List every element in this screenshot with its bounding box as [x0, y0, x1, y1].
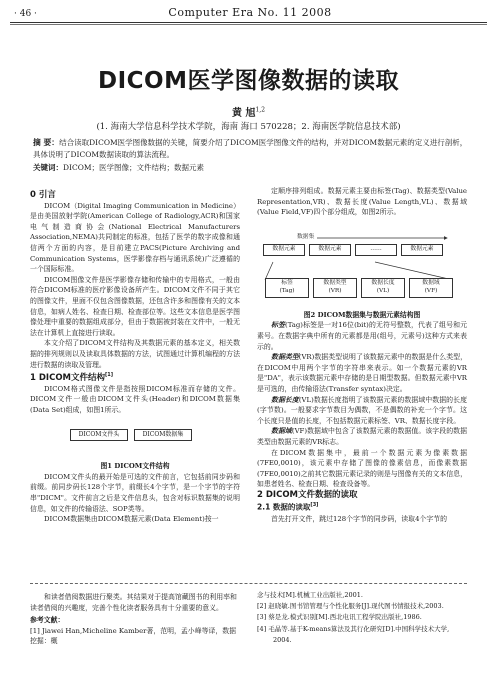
page-number: · 46 · — [14, 9, 37, 19]
paragraph: 数据域(VF)数据域中包含了该数据元素的数据值。该字段的数据类型由数据元素的VR标志。 — [257, 427, 467, 446]
header-rule — [10, 22, 487, 23]
fig2-element-2: 数据元素 — [309, 244, 351, 256]
prev-article-text: 和读者借阅数据进行聚类。其结果对于提高馆藏图书的利用率和读者借阅的兴趣度，完善个性化读者服务具有十分重要的意义。 参考文献： [1] Jiawei Han,Micheline Kamber著，范明，孟小峰等译，数据挖掘：概 — [30, 592, 240, 647]
reference-item: [1] Jiawei Han,Micheline Kamber著，范明，孟小峰等译，数据挖掘：概 — [30, 626, 237, 646]
paragraph: DICOM格式图像文件是指按照DICOM标准而存储的文件。DICOM文件一般由DICOM文件头(Header)和DICOM数据集(Data Set)组成，如图1所示。 — [30, 384, 240, 414]
fig2-dataset-label: 数据集 — [297, 233, 315, 240]
keywords-text: DICOM；医学图像；文件结构；数据元素 — [63, 163, 205, 172]
figure-1 — [30, 421, 240, 457]
abstract-text: 结合读取DICOM医学图像数据的关键，简要介绍了DICOM医学图像文件的结构，并对DICOM数据元素的定义进行剖析，具体说明了DICOM数据读取的算法流程。 — [33, 138, 468, 159]
article-title: DICOM医学图像数据的读取 — [98, 68, 399, 94]
section-0-heading: 0 引言 — [30, 190, 56, 200]
fig2-tag-box: 标签 (Tag) — [265, 278, 309, 298]
reference-item: [3] 蔡是龙.模式识别[M].西北电讯工程学院出版社,1986. — [257, 613, 422, 622]
fig2-vl-box: 数据长度 (VL) — [361, 278, 405, 298]
paragraph: DICOM文件头的最开始是可选的文件前言，它包括前同步码和前缀。前同步码长128个字节，前缀长4个字节，是一个字节的字符串"DICM"。文件前言之后是文件信息头，包含对标识数据集的说明信息，如文件的传输语法、SOP类等。 — [30, 472, 240, 513]
paragraph: 标签(Tag)标签是一对16位(bit)的无符号整数，代表了组号和元素号。在数据字典中所有的元素都是用(组号，元素号)这种方式来表示的。 — [257, 321, 468, 351]
references-right — [257, 590, 467, 646]
abstract — [33, 137, 468, 161]
fig2-ellipsis: …… — [355, 244, 397, 256]
paragraph: DICOM图像文件是医学影像存储和传输中的专用格式，一般由符合DICOM标准的医疗影像设备所产生。DICOM文件不同于其它的图像文件，里面不仅包含图像数据，还包含许多和图像有关的文本信息，如病人姓名、检查日期、检查部位等。这些文本信息是医学图像处理中重要的数据组成部分，但由于数据被封装在文件中，一般无法在计算机上直接进行读取。 — [30, 275, 240, 337]
reference-item: [2] 赵晓敏.图书馆管理与个性化服务[J].现代图书情报技术,2003. — [257, 602, 444, 611]
figure-1-caption: 图1 DICOM文件结构 — [100, 462, 170, 471]
left-column — [30, 190, 240, 525]
journal-title: Computer Era No. 11 2008 — [168, 6, 332, 19]
article-authors — [0, 104, 497, 119]
reference-item: [4] 毛晶等.基于K-means算法及其行化研究[D].中国科学技术大学, — [257, 624, 450, 633]
paragraph: 在DICOM数据集中，最前一个数据元素为像素数据(7FE0,0010)，该元素中存储了图像的像素信息，而像素数据(7FE0,0010)之前其它数据元素记录的则是与图像有关的文本信息，如患者姓名、检查日期、检查设备等。 — [257, 448, 467, 489]
section-2-heading: 2 DICOM文件数据的读取 — [257, 489, 358, 500]
affiliation: (1. 海南大学信息科学技术学院，海南 海口 570228；2. 海南医学院信息技术部) — [96, 122, 401, 132]
abstract-label: 摘 要： — [33, 138, 60, 147]
references-title: 参考文献： — [30, 616, 65, 625]
fig2-element-1: 数据元素 — [263, 244, 305, 256]
article-separator — [30, 583, 467, 584]
paragraph: 首先打开文件，跳过128个字节的同步码，读取4个字节的 — [271, 514, 448, 523]
paragraph: DICOM（Digital Imaging Communication in Medicine）是由美国放射学院(American College of Radiology,ACR)和国家电气制造商协会(National Electrical Manufacturers Association,NEMA)共同制定的标准，包括了医学的数字成像和通信两个方面的内容，是目前建立PACS(Picture Archiving and Communication Systems，医学影像存档与通讯系统)广泛遵循的一个国际标准。 — [30, 201, 240, 274]
paragraph: 本文介绍了DICOM文件结构及其数据元素的基本定义，相关数据的排列规则以及读取具体数据的方法，试图通过计算机编程的方法进行数据的读取及管理。 — [30, 339, 240, 369]
section-1-heading: 1 DICOM文件结构[1] — [30, 372, 114, 383]
right-column — [257, 186, 467, 524]
author-affil-mark: 1,2 — [255, 106, 266, 114]
header-rule-thin — [10, 24, 487, 25]
paragraph: 数据长度(VL)数据长度指明了该数据元素的数据域中数据的长度(字节数)。一般要求字节数目为偶数，不是偶数的补充一个字节。这个长度只是值的长度，不包括数据元素标签、VR、数据长度字段。 — [257, 395, 467, 425]
figure-2 — [257, 220, 467, 310]
fig1-header-box: DICOM文件头 — [70, 429, 128, 441]
keywords-label: 关键词： — [33, 163, 63, 172]
fig2-element-3: 数据元素 — [401, 244, 443, 256]
section-2-1-heading: 2.1 数据的读取[3] — [257, 502, 319, 512]
fig1-dataset-box: DICOM数据集 — [134, 429, 192, 441]
paragraph: 定顺序排列组成。数据元素主要由标签(Tag)、数据类型(Value Representation,VR)、数据长度(Value Length,VL)、数据域(Value Field,VF)四个部分组成，如图2所示。 — [257, 187, 467, 217]
reference-item: 念与技术[M].机械工业出版社,2001. — [257, 591, 363, 599]
paragraph: DICOM数据集由DICOM数据元素(Data Element)按一 — [44, 515, 219, 524]
keywords — [33, 162, 468, 173]
fig2-vr-box: 数据类型 (VR) — [313, 278, 357, 298]
fig2-vf-box: 数据域 (VF) — [409, 278, 453, 298]
figure-2-caption: 图2 DICOM数据集与数据元素结构图 — [303, 310, 421, 319]
reference-item: 2004. — [273, 635, 292, 644]
author-name: 黄 旭 — [231, 108, 256, 119]
paragraph: 数据类型(VR)数据类型说明了该数据元素中的数据是什么类型，在DICOM中用两个字节的字符串来表示。如一个数据元素的VR是"DA"，表示该数据元素中存储的是日期型数据。但数据元素中VR是可选的，由传输语法(Transfer syntax)决定。 — [257, 353, 467, 393]
